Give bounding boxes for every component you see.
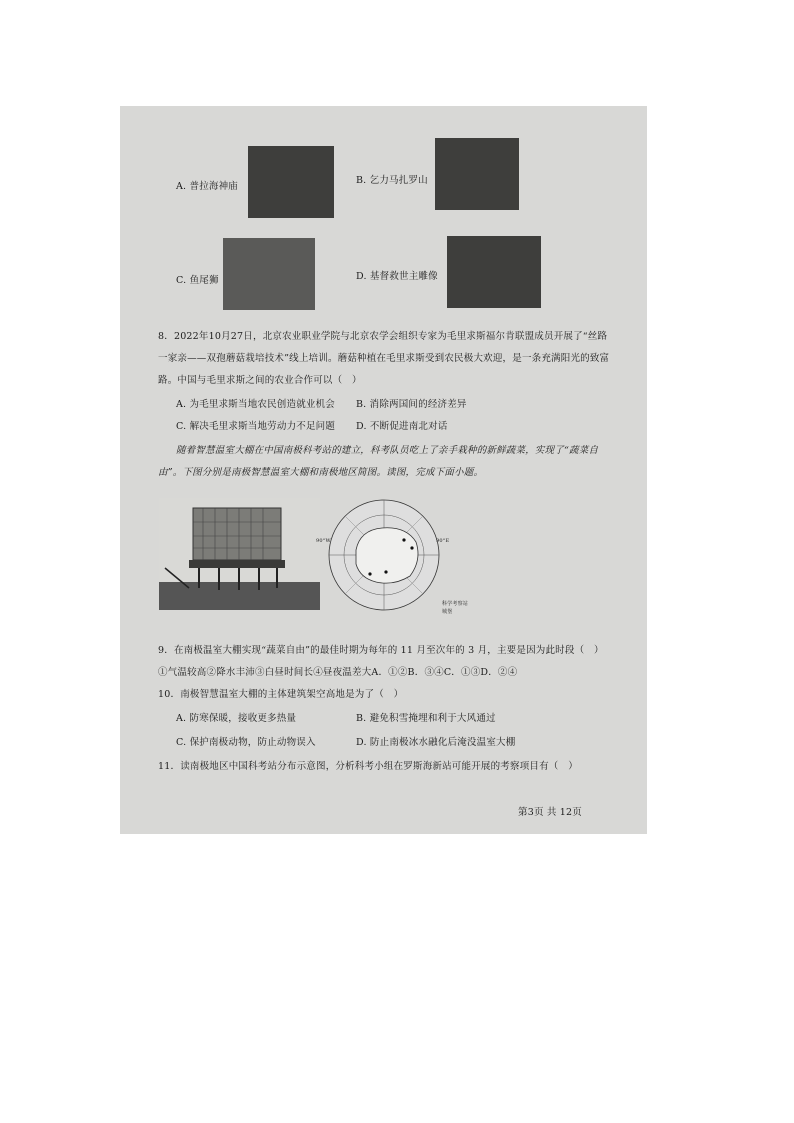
photo-option-a	[248, 146, 334, 218]
antarctica-map	[326, 490, 442, 620]
map-legend-station: 科学考察站	[442, 601, 469, 607]
q9-stem: 9．在南极温室大棚实现“蔬菜自由”的最佳时期为每年的 11 月至次年的 3 月，主要是因为此时段（ ）	[158, 645, 604, 656]
q8-option-d: D. 不断促进南北对话	[356, 421, 448, 432]
intro-line1: 随着智慧温室大棚在中国南极科考站的建立，科考队员吃上了亲手栽种的新鲜蔬菜，实现了“蔬菜自	[176, 445, 599, 456]
map-lon-label-east: 90°E	[436, 538, 450, 544]
q10-option-c: C. 保护南极动物，防止动物误入	[176, 737, 316, 748]
photo-option-c	[223, 238, 315, 310]
photo-option-d	[447, 236, 541, 308]
q9-options: ①气温较高②降水丰沛③白昼时间长④昼夜温差大A．①②B．③④C．①③D．②④	[158, 667, 518, 678]
option-c-label: C. 鱼尾狮	[176, 275, 219, 286]
map-lon-label: 90°W	[316, 538, 331, 544]
map-legend-castle: 城堡	[442, 609, 453, 615]
q10-option-d: D. 防止南极冰水融化后淹没温室大棚	[356, 737, 516, 748]
q10-option-a: A. 防寒保暖，接收更多热量	[176, 713, 297, 724]
q8-option-b: B. 消除两国间的经济差异	[356, 399, 467, 410]
q8-line2: 一家亲——双孢蘑菇栽培技术”线上培训。蘑菇种植在毛里求斯受到农民极大欢迎，是一条充满阳光的致富	[158, 353, 610, 364]
q10-option-b: B. 避免积雪掩埋和利于大风通过	[356, 713, 496, 724]
photo-option-b	[435, 138, 519, 210]
q8-option-c: C. 解决毛里求斯当地劳动力不足问题	[176, 421, 336, 432]
option-d-label: D. 基督救世主雕像	[356, 271, 438, 282]
q11-stem: 11．读南极地区中国科考站分布示意图，分析科考小组在罗斯海新站可能开展的考察项目有（ ）	[158, 761, 578, 772]
q8-option-a: A. 为毛里求斯当地农民创造就业机会	[176, 399, 336, 410]
option-a-label: A. 普拉海神庙	[176, 181, 239, 192]
option-b-label: B. 乞力马扎罗山	[356, 175, 428, 186]
q8-line3: 路。中国与毛里求斯之间的农业合作可以（ ）	[158, 375, 362, 386]
greenhouse-photo	[159, 498, 320, 610]
q10-stem: 10．南极智慧温室大棚的主体建筑架空高地是为了（ ）	[158, 689, 404, 700]
page-number: 第3页 共 12页	[518, 807, 582, 818]
q8-line1: 8．2022年10月27日，北京农业职业学院与北京农学会组织专家为毛里求斯福尔肯联盟成员开展了“丝路	[158, 331, 608, 342]
intro-line2: 由”。下图分别是南极智慧温室大棚和南极地区简图。读图，完成下面小题。	[158, 467, 484, 478]
scanned-page	[120, 106, 647, 834]
